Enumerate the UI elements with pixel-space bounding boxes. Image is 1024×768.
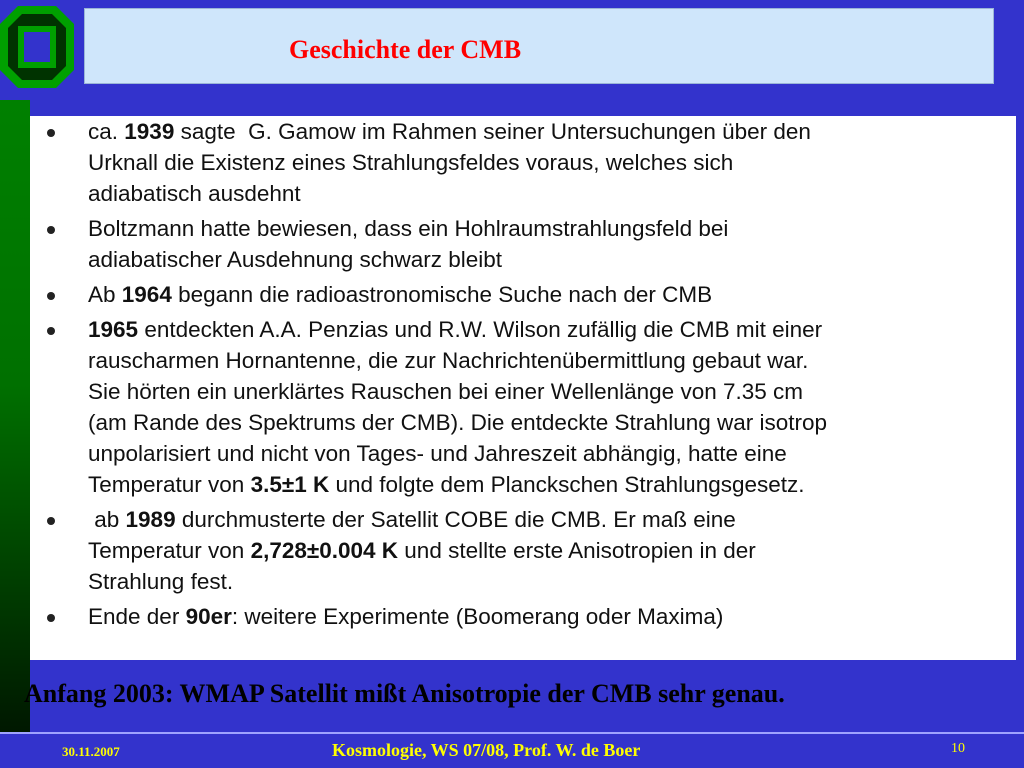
bullet-text: adiabatisch ausdehnt: [88, 181, 301, 206]
bullet-text: : weitere Experimente (Boomerang oder Maxima): [231, 604, 724, 629]
bullet-line: [88, 314, 1016, 345]
bullet-text: sagte G. Gamow im Rahmen seiner Untersuchungen über den: [174, 119, 811, 144]
bullet-emphasis: 1965: [88, 317, 139, 342]
bullet-text: Ende der: [88, 604, 186, 629]
bullet-emphasis: 2,728±0.004 K: [250, 538, 399, 563]
university-logo-icon: [0, 6, 74, 88]
bullet-line: [88, 279, 1016, 310]
bullet-line: [88, 566, 1016, 597]
footer-divider: [0, 732, 1024, 734]
bullet-item: [30, 116, 1016, 209]
footer-course-info: Kosmologie, WS 07/08, Prof. W. de Boer: [332, 740, 641, 760]
bullet-text: Temperatur von: [88, 538, 251, 563]
bullet-line: [88, 376, 1016, 407]
bullet-dot-icon: [47, 327, 55, 335]
content-panel: [30, 116, 1016, 660]
bullet-line: [88, 601, 1016, 632]
bullet-line: [88, 213, 1016, 244]
bullet-text: adiabatischer Ausdehnung schwarz bleibt: [88, 247, 503, 272]
bullet-text: Sie hörten ein unerklärtes Rauschen bei einer Wellenlänge von 7.35 cm: [88, 379, 804, 404]
bullet-text: unpolarisiert und nicht von Tages- und Jahreszeit abhängig, hatte eine: [88, 441, 787, 466]
bullet-item: [30, 504, 1016, 597]
bullet-line: [88, 535, 1016, 566]
bullet-text: Urknall die Existenz eines Strahlungsfeldes voraus, welches sich: [88, 150, 734, 175]
bullet-dot-icon: [47, 292, 55, 300]
bullet-text: und stellte erste Anisotropien in der: [398, 538, 756, 563]
bullet-dot-icon: [47, 517, 55, 525]
bullet-line: [88, 345, 1016, 376]
page-number: 10: [951, 741, 965, 756]
bullet-item: [30, 213, 1016, 275]
bullet-emphasis: 90er: [185, 604, 232, 629]
bullet-dot-icon: [47, 614, 55, 622]
bullet-item: [30, 314, 1016, 500]
bullet-text: begann die radioastronomische Suche nach der CMB: [171, 282, 713, 307]
footer-date: 30.11.2007: [62, 744, 120, 759]
bullet-emphasis: 1939: [124, 119, 175, 144]
bullet-line: [88, 504, 1016, 535]
bullet-emphasis: 3.5±1 K: [250, 472, 330, 497]
bullet-text: Boltzmann hatte bewiesen, dass ein Hohlraumstrahlungsfeld bei: [88, 216, 729, 241]
bullet-text: ca.: [88, 119, 125, 144]
page-title: Geschichte der CMB: [289, 35, 522, 64]
bullet-list: [30, 116, 1016, 632]
bullet-line: [88, 244, 1016, 275]
bullet-text: Strahlung fest.: [88, 569, 234, 594]
bullet-text: Ab: [88, 282, 122, 307]
bullet-text: und folgte dem Planckschen Strahlungsgesetz.: [329, 472, 805, 497]
bullet-line: [88, 178, 1016, 209]
bullet-line: [88, 438, 1016, 469]
bullet-text: durchmusterte der Satellit COBE die CMB. Er maß eine: [175, 507, 736, 532]
bullet-emphasis: 1989: [125, 507, 176, 532]
bullet-text: Temperatur von: [88, 472, 251, 497]
bullet-line: [88, 469, 1016, 500]
bullet-text: (am Rande des Spektrums der CMB). Die entdeckte Strahlung war isotrop: [88, 410, 828, 435]
bullet-emphasis: 1964: [121, 282, 172, 307]
bullet-line: [88, 147, 1016, 178]
decorative-side-bar: [0, 100, 30, 732]
title-bar: [84, 8, 994, 84]
bullet-text: entdeckten A.A. Penzias und R.W. Wilson zufällig die CMB mit einer: [138, 317, 823, 342]
bullet-item: [30, 279, 1016, 310]
bullet-text: ab: [88, 507, 126, 532]
bullet-item: [30, 601, 1016, 632]
bullet-text: rauscharmen Hornantenne, die zur Nachrichtenübermittlung gebaut war.: [88, 348, 809, 373]
bullet-dot-icon: [47, 129, 55, 137]
bullet-line: [88, 407, 1016, 438]
headline: Anfang 2003: WMAP Satellit mißt Anisotropie der CMB sehr genau.: [24, 679, 785, 708]
bullet-line: [88, 116, 1016, 147]
bullet-dot-icon: [47, 226, 55, 234]
